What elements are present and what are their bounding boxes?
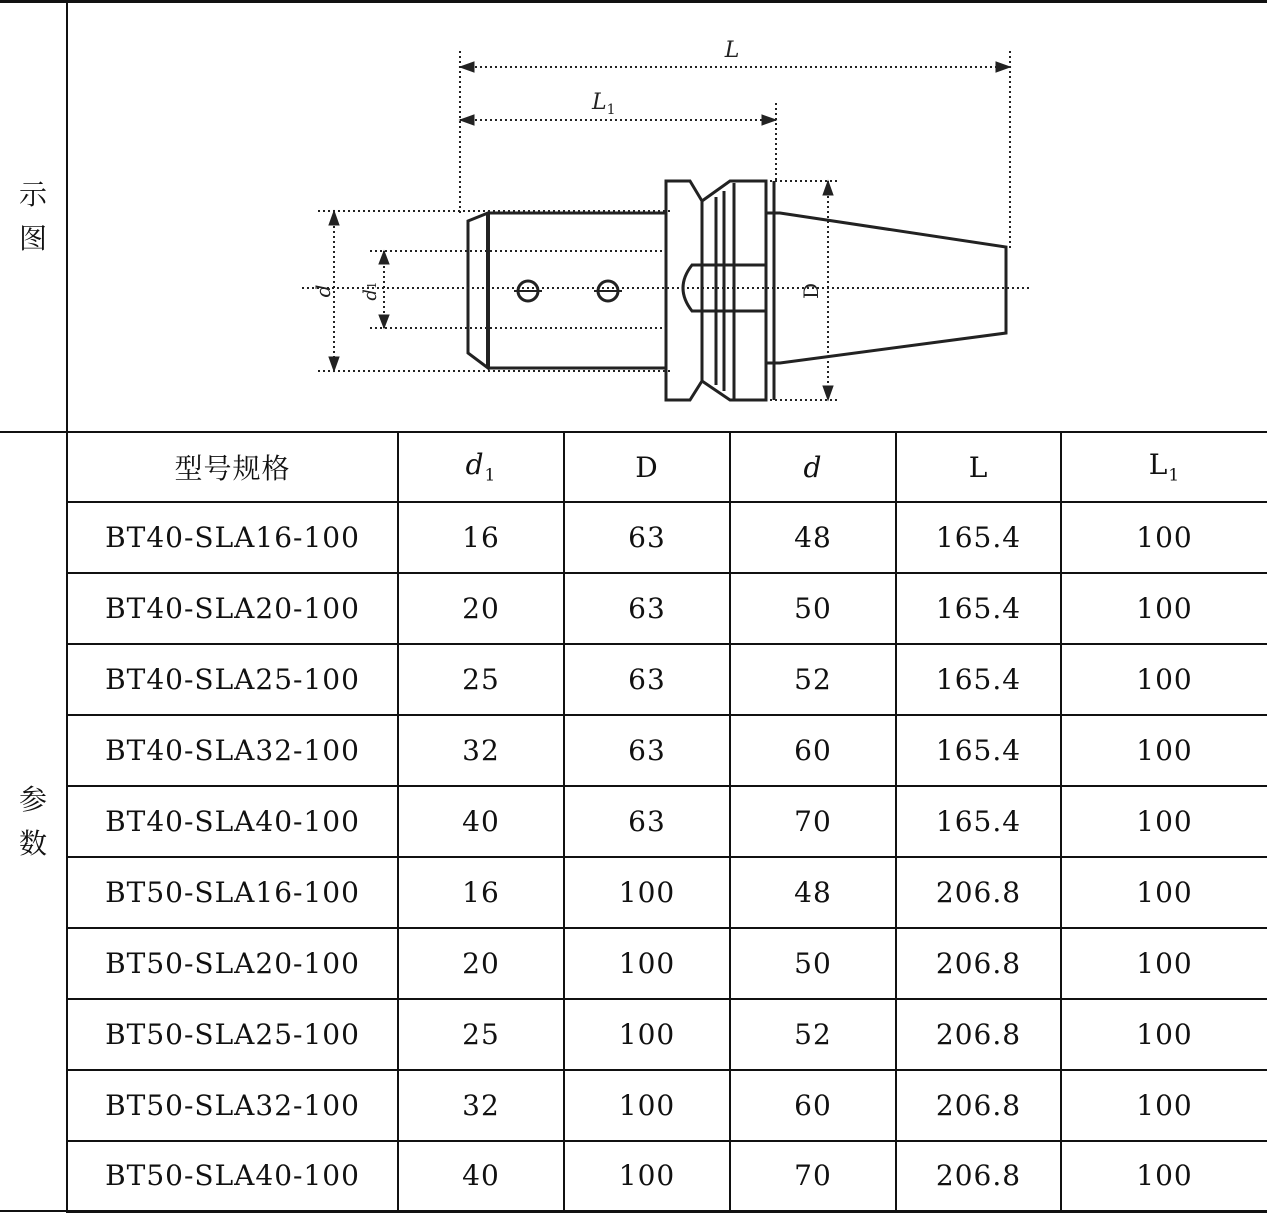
header-d: d (730, 432, 896, 502)
header-row (0, 432, 1267, 502)
tool-holder-drawing (70, 3, 1266, 431)
arrowhead (996, 62, 1010, 72)
L1-cell: 100 (1061, 644, 1267, 715)
table-row (0, 786, 1267, 857)
model-cell: BT50-SLA20-100 (67, 928, 398, 999)
D-cell: 100 (564, 1070, 730, 1141)
header-D: D (564, 432, 730, 502)
table-row (0, 857, 1267, 928)
header-model: 型号规格 (67, 432, 398, 502)
d1-cell: 40 (398, 786, 564, 857)
D-cell: 63 (564, 573, 730, 644)
d1-cell: 25 (398, 999, 564, 1070)
diagram-label-char: 图 (18, 222, 47, 255)
L-cell: 165.4 (896, 786, 1061, 857)
dim-label-d1: d1 (359, 281, 381, 301)
arrowhead (329, 357, 339, 371)
d1-cell: 20 (398, 928, 564, 999)
D-cell: 100 (564, 857, 730, 928)
L-cell: 206.8 (896, 928, 1061, 999)
L1-cell: 100 (1061, 857, 1267, 928)
L1-cell: 100 (1061, 502, 1267, 573)
diagram-label-char: 示 (18, 178, 47, 211)
D-cell: 63 (564, 644, 730, 715)
model-cell: BT40-SLA40-100 (67, 786, 398, 857)
table-row (0, 644, 1267, 715)
d-cell: 70 (730, 1141, 896, 1211)
dim-label-L: L (724, 38, 739, 63)
diagram-cell (67, 2, 1267, 433)
dim-label-d: d (310, 284, 335, 298)
d1-cell: 20 (398, 573, 564, 644)
header-L: L (896, 432, 1061, 502)
d-cell: 60 (730, 715, 896, 786)
L-cell: 165.4 (896, 502, 1061, 573)
L1-cell: 100 (1061, 1070, 1267, 1141)
L-cell: 206.8 (896, 999, 1061, 1070)
d1-cell: 16 (398, 857, 564, 928)
arrowhead (823, 386, 833, 400)
table-row (0, 715, 1267, 786)
params-label-char: 数 (18, 826, 47, 860)
L1-cell: 100 (1061, 786, 1267, 857)
D-cell: 100 (564, 999, 730, 1070)
table-row (0, 1141, 1267, 1211)
L-cell: 165.4 (896, 715, 1061, 786)
D-cell: 63 (564, 502, 730, 573)
header-d1: $d_1$ (398, 432, 564, 502)
d-cell: 48 (730, 502, 896, 573)
D-cell: 100 (564, 1141, 730, 1211)
model-cell: BT40-SLA32-100 (67, 715, 398, 786)
D-cell: 100 (564, 928, 730, 999)
diagram-row (0, 2, 1267, 433)
D-cell: 63 (564, 786, 730, 857)
d-cell: 52 (730, 999, 896, 1070)
L-cell: 165.4 (896, 573, 1061, 644)
L-cell: 206.8 (896, 857, 1061, 928)
model-cell: BT50-SLA25-100 (67, 999, 398, 1070)
dim-label-D: D (798, 282, 823, 300)
model-cell: BT50-SLA40-100 (67, 1141, 398, 1211)
d-cell: 50 (730, 573, 896, 644)
d-cell: 70 (730, 786, 896, 857)
d1-cell: 16 (398, 502, 564, 573)
arrowhead (379, 251, 389, 264)
L1-cell: 100 (1061, 715, 1267, 786)
table-row (0, 928, 1267, 999)
L-cell: 165.4 (896, 644, 1061, 715)
d1-cell: 25 (398, 644, 564, 715)
header-L1: $L_1$ (1061, 432, 1267, 502)
dim-label-L1: $L_1$ (591, 90, 616, 118)
L1-cell: 100 (1061, 928, 1267, 999)
d-cell: 50 (730, 928, 896, 999)
arrowhead (460, 115, 474, 125)
params-label-char: 参 (18, 782, 47, 816)
d1-cell: 32 (398, 715, 564, 786)
L1-cell: 100 (1061, 573, 1267, 644)
L-cell: 206.8 (896, 1141, 1061, 1211)
diagram-label (0, 2, 67, 433)
L1-cell: 100 (1061, 1141, 1267, 1211)
L-cell: 206.8 (896, 1070, 1061, 1141)
d1-cell: 40 (398, 1141, 564, 1211)
d1-cell: 32 (398, 1070, 564, 1141)
model-cell: BT40-SLA16-100 (67, 502, 398, 573)
params-label (0, 432, 67, 1211)
model-cell: BT50-SLA32-100 (67, 1070, 398, 1141)
d-cell: 60 (730, 1070, 896, 1141)
arrowhead (379, 315, 389, 328)
table-row (0, 502, 1267, 573)
d-cell: 52 (730, 644, 896, 715)
arrowhead (823, 181, 833, 195)
model-cell: BT50-SLA16-100 (67, 857, 398, 928)
D-cell: 63 (564, 715, 730, 786)
chamfer-nose (468, 213, 488, 368)
L1-cell: 100 (1061, 999, 1267, 1070)
arrowhead (329, 211, 339, 225)
model-cell: BT40-SLA25-100 (67, 644, 398, 715)
arrowhead (762, 115, 776, 125)
table-row (0, 999, 1267, 1070)
table-row (0, 1070, 1267, 1141)
arrowhead (460, 62, 474, 72)
model-cell: BT40-SLA20-100 (67, 573, 398, 644)
table-row (0, 573, 1267, 644)
d-cell: 48 (730, 857, 896, 928)
